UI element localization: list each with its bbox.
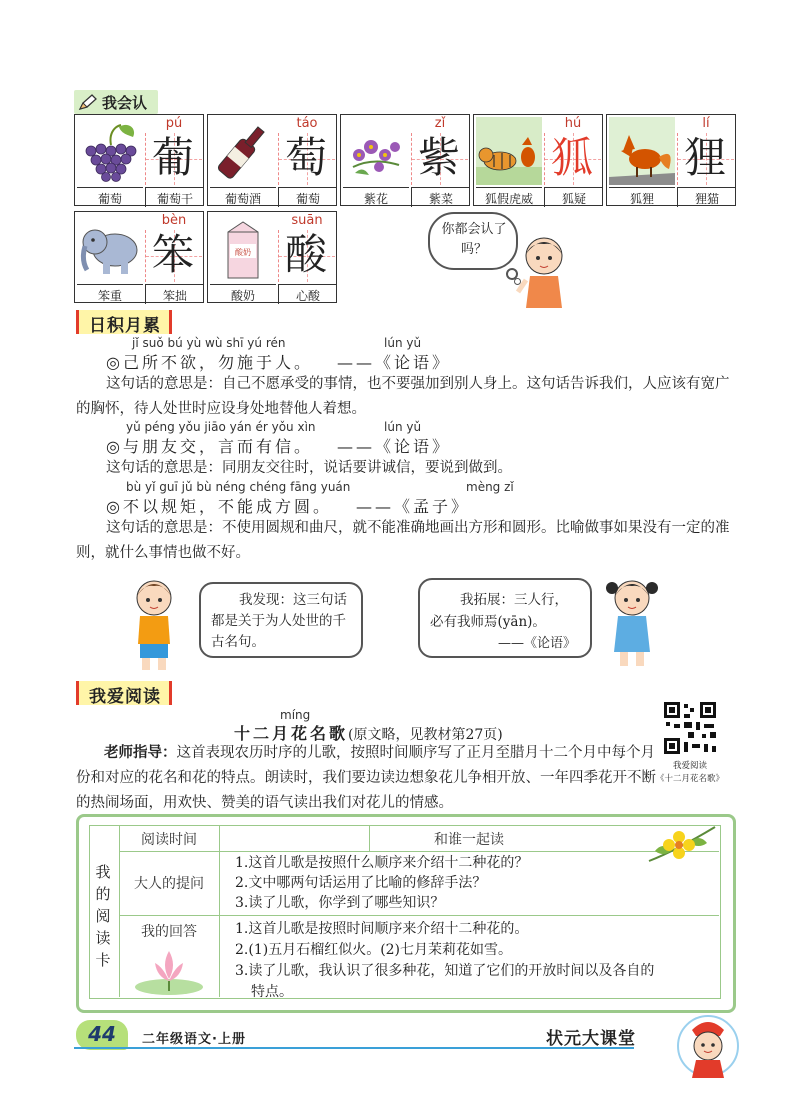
pinyin: suān	[291, 213, 323, 228]
qr-code-image[interactable]	[662, 700, 718, 756]
fox-image	[609, 117, 675, 185]
word: 葡萄酒	[210, 187, 276, 207]
hanzi: 葡	[151, 133, 194, 182]
expand-line1: 我拓展：三人行，	[460, 592, 568, 608]
speech-bubble-find	[199, 582, 363, 658]
section-title-text: 日积月累	[89, 316, 161, 336]
word: 紫花	[343, 187, 409, 207]
quote2-pinyin: yǔ péng yǒu jiāo yán ér yǒu xìn	[126, 420, 316, 434]
quote1-source-pinyin: lún yǔ	[384, 336, 422, 350]
milk-carton-image	[210, 214, 276, 282]
thought-bubble	[428, 212, 518, 270]
word: 心酸	[278, 284, 337, 304]
find-text: 我发现：这三句话都是关于为人处世的千古名句。	[211, 592, 347, 650]
teacher-guidance: 老师指导：这首表现农历时序的儿歌，按照时间顺序写了正月至腊月十二个月中每个月份和对应的花名和花的特点。朗读时，我们要边读边想象花儿争相开放、一年四季花开不断的热闹场面，用欢快、赞美的语气读出我们对花儿的情感。	[76, 744, 656, 811]
row-adult-question: 大人的提问	[134, 876, 204, 892]
word: 葡萄	[278, 187, 337, 207]
girl-illustration	[516, 230, 572, 310]
quote1-pinyin: jǐ suǒ bú yù wù shī yú rén	[132, 336, 286, 350]
word: 狐假虎威	[476, 187, 542, 207]
section-title-text: 我爱阅读	[89, 687, 161, 707]
hanzi: 狸	[683, 133, 726, 182]
pinyin: zǐ	[434, 116, 446, 131]
char-card-hu	[473, 114, 603, 206]
ming-pinyin: míng	[280, 708, 311, 722]
mascot-illustration	[672, 1010, 742, 1082]
char-card-suan	[207, 211, 337, 303]
hanzi: 笨	[151, 230, 194, 279]
wine-bottle-image	[210, 117, 276, 185]
reading-card-label: 我的阅读卡	[95, 863, 111, 969]
col-read-with: 和谁一起读	[434, 832, 504, 848]
pinyin: hú	[564, 116, 582, 131]
quote1-explain: 这句话的意思是：自己不愿承受的事情，也不要强加到别人身上。这句话告诉我们，人应该有宽广的胸怀，待人处世时应设身处地替他人着想。	[76, 376, 730, 417]
quote3-text: ◎不以规矩，不能成方圆。 ——《孟子》	[106, 497, 470, 516]
word: 狐狸	[609, 187, 675, 207]
section-title-woaiyuedu	[76, 681, 172, 705]
milk-label: 酸奶	[235, 248, 251, 257]
word: 笨拙	[145, 284, 204, 304]
bubble-text: 你都会认了吗？	[441, 222, 507, 257]
hanzi: 紫	[417, 133, 460, 182]
purple-flower-image	[343, 117, 409, 185]
poem-title: 十二月花名歌(原文略，见教材第27页)	[234, 724, 503, 743]
word: 葡萄干	[145, 187, 204, 207]
quote3-pinyin: bù yǐ guī jǔ bù néng chéng fāng yuán	[126, 480, 351, 494]
word: 狐疑	[544, 187, 603, 207]
lotus-icon	[131, 943, 207, 997]
quote2-text: ◎与朋友交，言而有信。 ——《论语》	[106, 437, 451, 456]
book-name: 二年级语文·上册	[142, 1032, 246, 1047]
my-answers[interactable]: 1.这首儿歌是按照时间顺序来介绍十二种花的。 2.(1)五月石榴红似火。(2)七月茉莉花如雪。 3.读了儿歌，我认识了很多种花，知道了它们的开放时间以及各自的 特点。	[235, 921, 655, 1000]
pinyin: lí	[702, 116, 710, 131]
section-title-text: 我会认	[102, 94, 148, 112]
expand-line2: 必有我师焉(yān)。	[430, 614, 546, 630]
speech-bubble-expand	[418, 578, 592, 658]
quote3-source-pinyin: mèng zǐ	[466, 480, 514, 494]
pinyin: bèn	[161, 213, 187, 228]
expand-source: ——《论语》	[498, 636, 577, 651]
char-card-li	[606, 114, 736, 206]
char-card-zi	[340, 114, 470, 206]
row-my-answer: 我的回答	[141, 924, 197, 940]
reading-card	[76, 814, 736, 1013]
word: 笨重	[77, 284, 143, 304]
pinyin: pú	[165, 116, 183, 131]
section-title-wohuiren	[74, 90, 158, 114]
section-title-rijiyuelei	[76, 310, 172, 334]
word: 葡萄	[77, 187, 143, 207]
char-card-ben	[74, 211, 204, 303]
adult-questions: 1.这首儿歌是按照什么顺序来介绍十二种花的？ 2.文中哪两句话运用了比喻的修辞手法？ 3.读了儿歌，你学到了哪些知识？	[235, 855, 529, 911]
brand-name: 状元大课堂	[546, 1029, 636, 1049]
char-card-tao	[207, 114, 337, 206]
elephant-image	[77, 214, 143, 282]
pinyin: táo	[296, 116, 318, 131]
quote2-source-pinyin: lún yǔ	[384, 420, 422, 434]
quote2-explain: 这句话的意思是：同朋友交往时，说话要讲诚信，要说到做到。	[106, 460, 512, 476]
word: 狸猫	[677, 187, 736, 207]
fox-tiger-image	[476, 117, 542, 185]
pencil-icon	[78, 93, 98, 111]
girl-pigtails-illustration	[604, 572, 660, 672]
quote1-text: ◎己所不欲，勿施于人。 ——《论语》	[106, 353, 451, 372]
quote3-explain: 这句话的意思是：不使用圆规和曲尺，就不能准确地画出方形和圆形。比喻做事如果没有一定的准则，就什么事情也做不好。	[76, 520, 730, 561]
word: 紫菜	[411, 187, 470, 207]
page-number: 44	[88, 1022, 116, 1046]
word: 酸奶	[210, 284, 276, 304]
char-card-pu	[74, 114, 204, 206]
col-reading-time: 阅读时间	[141, 832, 197, 848]
hanzi: 狐	[550, 133, 593, 182]
qr-caption: 我爱阅读 《十二月花名歌》	[655, 761, 724, 784]
page-badge	[76, 1020, 128, 1050]
grapes-image	[77, 117, 143, 185]
boy-illustration	[128, 574, 180, 674]
hanzi: 萄	[284, 133, 327, 182]
yellow-flower-icon	[645, 821, 719, 869]
hanzi: 酸	[284, 230, 327, 279]
